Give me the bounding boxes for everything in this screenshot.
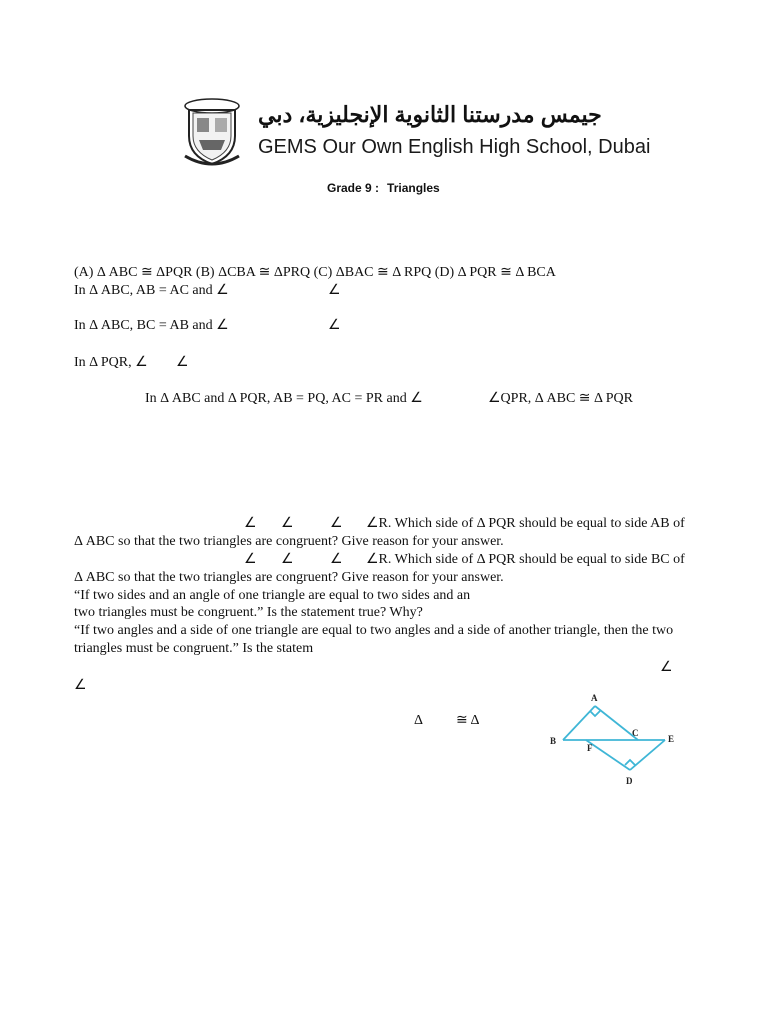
question-text: In Δ ABC and Δ PQR, AB = PQ, AC = PR and ∠ [145, 391, 423, 406]
question-text: two triangles must be congruent.” Is the statement true? Why? [74, 605, 423, 620]
angle-symbol: ∠ [176, 355, 189, 370]
congruent-symbol: ≅ Δ [456, 713, 480, 728]
options-line: (A) Δ ABC ≅ ΔPQR (B) ΔCBA ≅ ΔPRQ (C) ΔBAC ≅ Δ RPQ (D) Δ PQR ≅ Δ BCA [74, 265, 556, 280]
right-angle-d [625, 760, 635, 765]
angle-symbol: ∠ [660, 660, 673, 675]
segment-de [630, 740, 665, 770]
angle-symbol: ∠ [244, 516, 257, 531]
label-b: B [550, 736, 557, 746]
worksheet-subtitle [327, 181, 440, 195]
question-text: In Δ PQR, ∠ [74, 355, 148, 370]
angle-symbol: ∠ [281, 552, 294, 567]
label-f: F [587, 743, 593, 753]
question-text: ∠R. Which side of Δ PQR should be equal to side BC of [366, 552, 685, 567]
question-text: In Δ ABC, BC = AB and ∠ [74, 318, 229, 333]
segment-fd [586, 740, 630, 770]
grade-label: Grade 9 : [327, 181, 380, 195]
question-text: Δ ABC so that the two triangles are congruent? Give reason for your answer. [74, 570, 504, 585]
angle-symbol: ∠ [330, 516, 343, 531]
triangle-symbol: Δ [414, 713, 424, 728]
label-a: A [591, 693, 598, 703]
topic-label: Triangles [387, 181, 440, 195]
school-crest-logo [181, 96, 243, 168]
question-text: In Δ ABC, AB = AC and ∠ [74, 283, 229, 298]
question-text: “If two angles and a side of one triangle are equal to two angles and a side of another triangle, then the two [74, 623, 674, 638]
triangle-figure [543, 690, 693, 788]
right-angle-a [590, 711, 600, 716]
angle-symbol: ∠ [328, 318, 341, 333]
question-text: Δ ABC so that the two triangles are congruent? Give reason for your answer. [74, 534, 504, 549]
school-name: GEMS Our Own English High School, Dubai [258, 136, 651, 158]
question-text: ∠R. Which side of Δ PQR should be equal to side AB of [366, 516, 685, 531]
angle-symbol: ∠ [328, 283, 341, 298]
school-name-arabic: جيمس مدرستنا الثانوية الإنجليزية، دبي [258, 102, 602, 127]
label-e: E [668, 734, 675, 744]
angle-symbol: ∠ [74, 678, 87, 693]
angle-symbol: ∠ [281, 516, 294, 531]
angle-symbol: ∠ [330, 552, 343, 567]
label-c: C [632, 728, 639, 738]
label-d: D [626, 776, 633, 786]
angle-symbol: ∠ [244, 552, 257, 567]
question-text: ∠QPR, Δ ABC ≅ Δ PQR [488, 391, 633, 406]
question-text: “If two sides and an angle of one triangle are equal to two sides and an [74, 588, 471, 603]
question-text: triangles must be congruent.” Is the statem [74, 641, 314, 656]
